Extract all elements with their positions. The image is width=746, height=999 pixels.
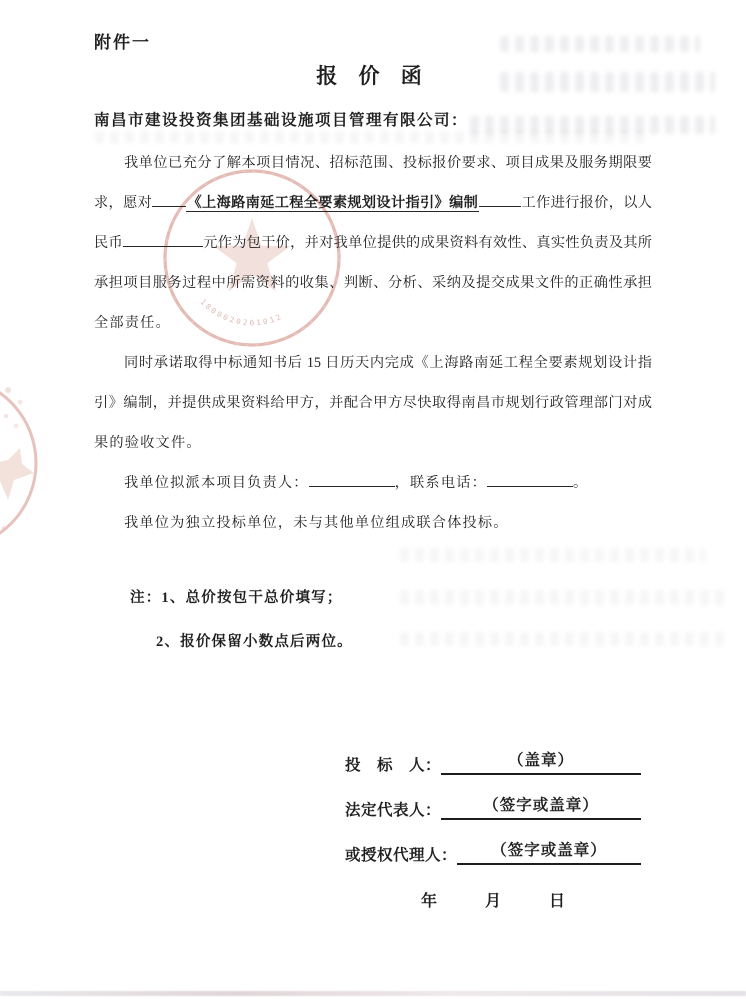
signature-block xyxy=(345,745,641,880)
note-item: 2、报价保留小数点后两位。 xyxy=(156,634,353,650)
seal-star-icon xyxy=(0,448,34,500)
bleed-through-text-artifact xyxy=(400,590,730,605)
line-text: 民币 xyxy=(94,235,123,251)
bleed-through-text-artifact xyxy=(400,548,705,562)
manager-name-blank xyxy=(309,472,395,487)
agent-signature-line: （签字或盖章） xyxy=(457,839,641,865)
line-text: 元作为包干价，并对我单位提供的成果资料有效性、真实性负责及其所 xyxy=(202,235,652,251)
notes-section xyxy=(130,576,353,664)
scan-edge-artifact xyxy=(0,991,746,996)
bleed-through-text-artifact xyxy=(500,36,700,52)
paragraph-line: 引》编制，并提供成果资料给甲方，并配合甲方尽快取得南昌市规划行政管理部门对成 xyxy=(94,395,652,411)
document-title: 报 价 函 xyxy=(316,64,430,88)
bidder-signature-row xyxy=(345,745,641,775)
line-text: 。 xyxy=(572,475,589,491)
line-text: 我单位拟派本项目负责人： xyxy=(124,475,309,491)
paragraph-line: 果的验收文件。 xyxy=(94,435,202,451)
line-text: 求，愿对 xyxy=(94,195,153,211)
bleed-through-text-artifact xyxy=(95,131,645,143)
paragraph-line xyxy=(94,223,652,263)
blank-underline xyxy=(152,192,186,207)
paragraph-line xyxy=(94,183,652,223)
seal-serial: 1800020201012 xyxy=(198,297,285,328)
paragraph-line: 我单位已充分了解本项目情况、招标范围、投标报价要求、项目成果及服务期限要 xyxy=(124,155,652,171)
line-text: 工作进行报价，以人 xyxy=(521,195,652,211)
legal-rep-signature-line: （签字或盖章） xyxy=(441,794,641,820)
letter-body xyxy=(94,143,652,543)
paragraph-line: 承担项目服务过程中所需资料的收集、判断、分析、采纳及提交成果文件的正确性承担 xyxy=(94,275,652,291)
bidder-signature-line: （盖章） xyxy=(441,749,641,775)
paragraph-line: 同时承诺取得中标通知书后 15 日历天内完成《上海路南延工程全要素规划设计指 xyxy=(124,355,652,371)
line-text: ，联系电话： xyxy=(394,475,487,491)
phone-blank xyxy=(487,472,573,487)
bidder-label: 投 标 人： xyxy=(345,757,442,774)
note-item: 注：1、总价按包干总价填写； xyxy=(130,590,343,606)
partial-seal-stamp xyxy=(0,368,60,558)
addressee-line: 南昌市建设投资集团基础设施项目管理有限公司： xyxy=(94,112,469,129)
project-title-blank: 《上海路南延工程全要素规划设计指引》编制 xyxy=(187,195,479,211)
paragraph-line: 我单位为独立投标单位，未与其他单位组成联合体投标。 xyxy=(124,515,509,531)
legal-rep-signature-row xyxy=(345,790,641,820)
paragraph-line xyxy=(94,463,652,503)
agent-signature-row xyxy=(345,835,641,865)
paragraph-line: 全部责任。 xyxy=(94,315,171,331)
agent-label: 或授权代理人： xyxy=(345,847,458,864)
date-line: 年 月 日 xyxy=(420,893,565,910)
attachment-label: 附件一 xyxy=(94,33,151,52)
blank-underline xyxy=(479,192,521,207)
legal-rep-label: 法定代表人： xyxy=(345,802,442,819)
bleed-through-text-artifact xyxy=(400,632,730,646)
price-blank-underline xyxy=(123,232,203,247)
